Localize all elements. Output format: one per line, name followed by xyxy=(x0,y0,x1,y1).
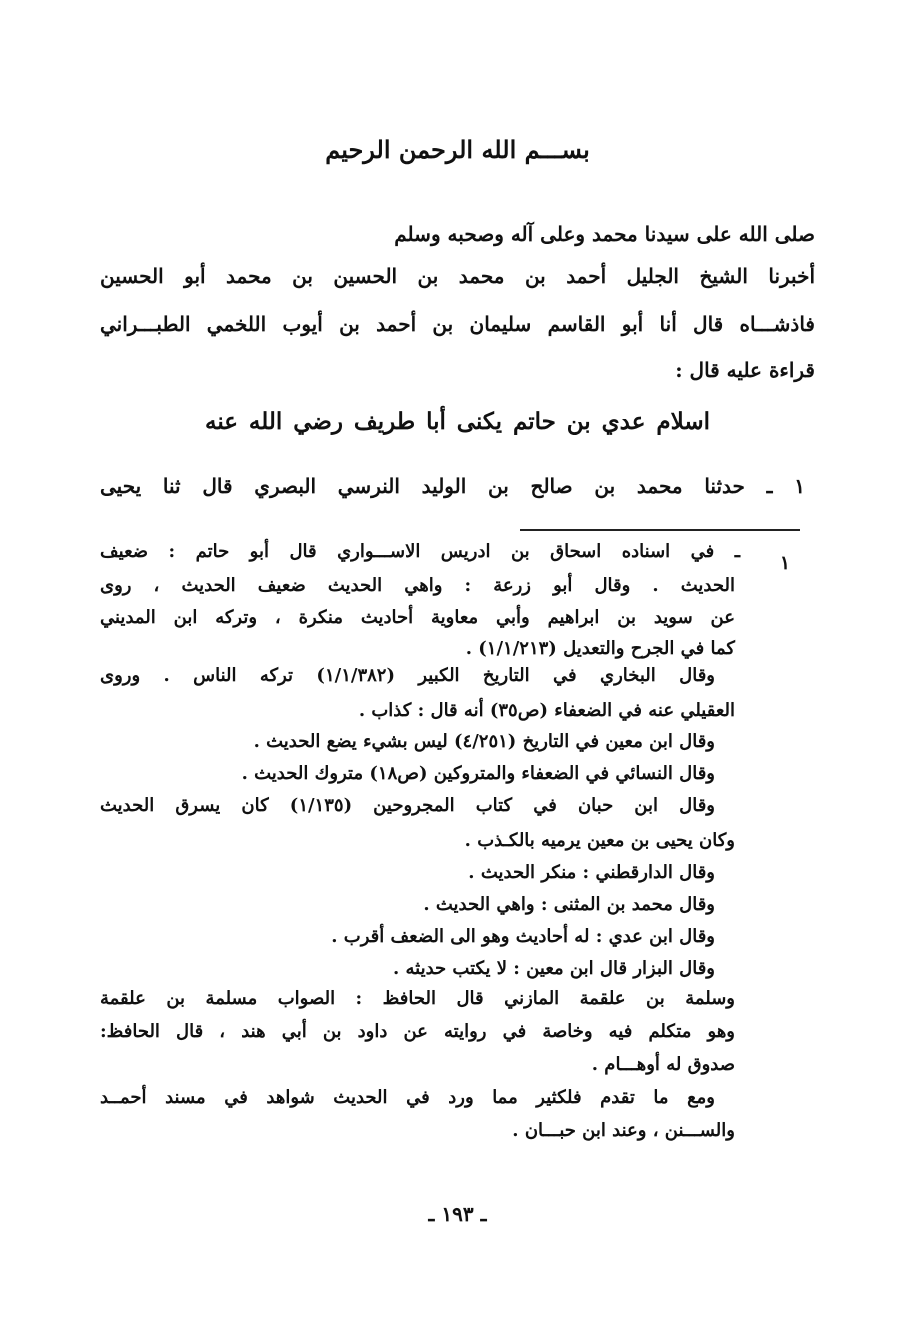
footnote-line: وقال ابن معين في التاريخ (٤/٢٥١) ليس بشيء يضع الحديث . xyxy=(253,731,715,752)
footnote-line: والســـنن ، وعند ابن حبـــان . xyxy=(512,1120,735,1141)
footnote-line: وقال ابن حبان في كتاب المجروحين (١/١٣٥) كان يسرق الحديث xyxy=(100,795,715,816)
hadith-line: ١ ـ حدثنا محمد بن صالح بن الوليد النرسي البصري قال ثنا يحيى xyxy=(100,474,805,498)
footnote-line: ومع ما تقدم فلكثير مما ورد في الحديث شواهد في مسند أحمــد xyxy=(100,1087,715,1108)
footnote-line: وكان يحيى بن معين يرميه بالكـذب . xyxy=(464,830,735,851)
footnote-line: وقال الدارقطني : منكر الحديث . xyxy=(468,862,715,883)
footnote-line: صدوق له أوهـــام . xyxy=(591,1054,735,1075)
footnote-line: وهو متكلم فيه وخاصة في روايته عن داود بن أبي هند ، قال الحافظ: xyxy=(100,1021,735,1042)
footnote-line: وقال ابن عدي : له أحاديث وهو الى الضعف أقرب . xyxy=(331,926,715,947)
footnote-divider xyxy=(520,529,800,531)
footnote-line: وقال محمد بن المثنى : واهي الحديث . xyxy=(423,894,715,915)
footnote-line: عن سويد بن ابراهيم وأبي معاوية أحاديث منكرة ، وتركه ابن المديني xyxy=(100,607,735,628)
footnote-line: ـ في اسناده اسحاق بن ادريس الاســـواري قال أبو حاتم : ضعيف xyxy=(100,541,740,562)
footnote-line: وقال النسائي في الضعفاء والمتروكين (ص١٨) متروك الحديث . xyxy=(241,763,715,784)
footnote-number: ١ xyxy=(779,552,791,574)
intro-line: فاذشـــاه قال أنا أبو القاسم سليمان بن أحمد بن أيوب اللخمي الطبـــراني xyxy=(100,312,815,336)
intro-line: أخبرنا الشيخ الجليل أحمد بن محمد بن الحسين بن محمد أبو الحسين xyxy=(100,264,815,288)
intro-line: صلى الله على سيدنا محمد وعلى آله وصحبه وسلم xyxy=(394,222,815,246)
intro-line: قراءة عليه قال : xyxy=(675,358,815,382)
footnote-line: العقيلي عنه في الضعفاء (ص٣٥) أنه قال : كذاب . xyxy=(358,700,735,721)
footnote-line: الحديث . وقال أبو زرعة : واهي الحديث ضعيف الحديث ، روى xyxy=(100,575,735,596)
footnote-line: وقال البخاري في التاريخ الكبير (١/١/٣٨٢) تركه الناس . وروى xyxy=(100,665,716,686)
page-number: ـ ١٩٣ ـ xyxy=(428,1202,487,1226)
footnote-line: وسلمة بن علقمة المازني قال الحافظ : الصواب مسلمة بن علقمة xyxy=(100,988,735,1009)
footnote-line: وقال البزار قال ابن معين : لا يكتب حديثه . xyxy=(392,958,715,979)
section-heading: اسلام عدي بن حاتم يكنى أبا طريف رضي الله عنه xyxy=(205,408,710,435)
footnote-line: كما في الجرح والتعديل (١/١/٢١٣) . xyxy=(465,638,735,659)
basmala-heading: بســـم الله الرحمن الرحيم xyxy=(325,135,590,164)
